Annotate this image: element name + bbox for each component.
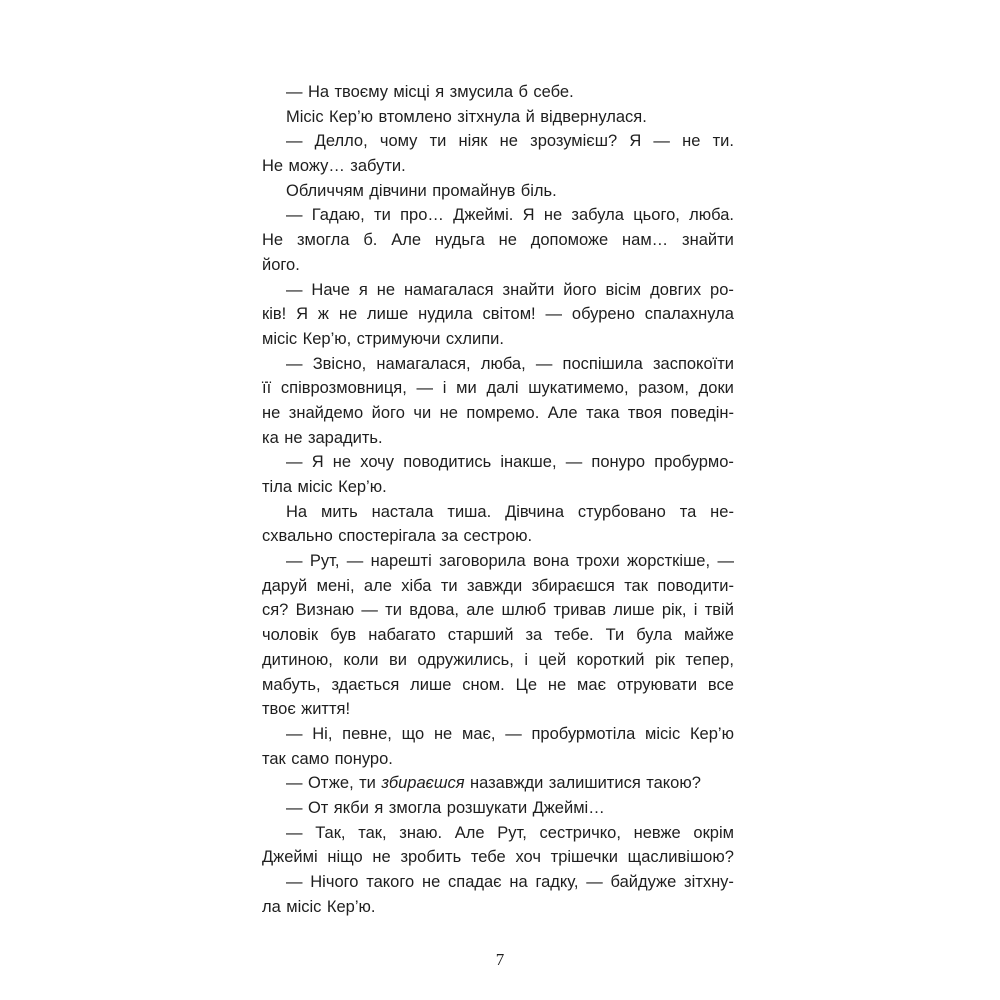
word: намагалася bbox=[403, 280, 494, 299]
word: Так, bbox=[315, 823, 346, 842]
text-line bbox=[262, 697, 734, 722]
word: така bbox=[586, 403, 620, 422]
word: не bbox=[499, 132, 518, 151]
word: Джеймі bbox=[262, 848, 318, 867]
word: світом! bbox=[482, 305, 536, 324]
word: — bbox=[545, 305, 563, 324]
word: — bbox=[286, 453, 303, 472]
word: ти bbox=[429, 132, 447, 151]
text-line bbox=[262, 327, 734, 352]
word: зітхну- bbox=[684, 873, 734, 891]
word: на bbox=[509, 873, 528, 891]
word: дівчини bbox=[369, 181, 427, 200]
word: втомлено bbox=[378, 107, 452, 126]
word: — bbox=[286, 132, 303, 151]
word: Делло, bbox=[314, 132, 368, 151]
word: хоч bbox=[515, 848, 541, 867]
word: намагалася, bbox=[376, 354, 471, 373]
word: тиша. bbox=[447, 502, 492, 521]
word: — bbox=[286, 206, 303, 225]
word: Визнаю bbox=[295, 601, 355, 620]
word: ка bbox=[262, 428, 279, 447]
word: отруювати bbox=[616, 675, 698, 694]
word: спостерігала bbox=[338, 527, 436, 546]
word: Кер’ю bbox=[689, 724, 734, 743]
word: знайдемо bbox=[288, 403, 364, 422]
word: трохи bbox=[576, 552, 620, 571]
word: люба. bbox=[689, 206, 734, 225]
word: можу… bbox=[288, 157, 345, 176]
word: обурено bbox=[571, 305, 635, 324]
word: — bbox=[505, 724, 522, 743]
word: її bbox=[262, 379, 272, 398]
word: так bbox=[262, 749, 286, 768]
word: На bbox=[286, 502, 308, 521]
word: допоможе bbox=[530, 231, 609, 250]
word: про… bbox=[400, 206, 444, 225]
word: майже bbox=[684, 626, 734, 645]
word: не bbox=[262, 403, 281, 422]
text-line bbox=[262, 352, 734, 377]
word: — bbox=[286, 280, 303, 299]
word: тривав bbox=[553, 601, 606, 620]
word: поводити- bbox=[657, 576, 734, 595]
text-line bbox=[262, 426, 734, 451]
word: Отже, bbox=[307, 774, 354, 793]
page-number: 7 bbox=[495, 950, 505, 969]
word: й bbox=[525, 107, 535, 126]
word: рік, bbox=[661, 601, 687, 620]
word: не bbox=[421, 873, 441, 891]
word: гадку, bbox=[535, 873, 579, 891]
word: — bbox=[653, 132, 670, 151]
word: його. bbox=[262, 255, 300, 274]
word: не bbox=[433, 724, 453, 743]
word: Я bbox=[311, 453, 324, 472]
word: що bbox=[401, 724, 425, 743]
text-line bbox=[262, 203, 734, 228]
word: Обличчям bbox=[286, 181, 364, 200]
word: спадає bbox=[448, 873, 502, 891]
word: ро- bbox=[710, 280, 734, 299]
word: пробурмо- bbox=[654, 453, 734, 472]
word: знайти bbox=[682, 231, 734, 250]
word: не bbox=[284, 428, 303, 447]
word: мені, bbox=[316, 576, 355, 595]
word: тебе. bbox=[554, 626, 594, 645]
word: нам… bbox=[622, 231, 669, 250]
text-line bbox=[262, 870, 734, 895]
word: тебе bbox=[470, 848, 506, 867]
word: ти. bbox=[712, 132, 734, 151]
word: має bbox=[577, 675, 606, 694]
word: місіс bbox=[645, 724, 681, 743]
word: твоя bbox=[627, 403, 663, 422]
word: — bbox=[361, 601, 378, 620]
word: — bbox=[535, 354, 553, 373]
word: Я bbox=[522, 206, 535, 225]
word: Це bbox=[515, 675, 537, 694]
word: зарадить. bbox=[307, 428, 383, 447]
word: місіс bbox=[262, 329, 298, 348]
word: — bbox=[565, 453, 583, 472]
word: не bbox=[338, 305, 358, 324]
text-line bbox=[262, 179, 734, 204]
word: не bbox=[547, 675, 567, 694]
text-line bbox=[262, 105, 734, 130]
word: вісім bbox=[605, 280, 642, 299]
word: щасливішою? bbox=[627, 848, 734, 867]
text-line bbox=[262, 771, 734, 796]
word: не- bbox=[710, 502, 734, 521]
word: але bbox=[466, 601, 495, 620]
word: невже bbox=[633, 823, 681, 842]
word: цього, bbox=[633, 206, 680, 225]
word: нудьга bbox=[434, 231, 485, 250]
text-line bbox=[262, 574, 734, 599]
word: ти bbox=[359, 774, 376, 793]
word: Кер’ю bbox=[329, 107, 374, 126]
word: — bbox=[586, 873, 603, 891]
word: — bbox=[416, 379, 434, 398]
word: його bbox=[371, 403, 405, 422]
word: От bbox=[307, 798, 329, 817]
word: разом, bbox=[638, 379, 689, 398]
word: інакше, bbox=[500, 453, 557, 472]
word: такою? bbox=[646, 774, 701, 793]
word: пробурмотіла bbox=[531, 724, 636, 743]
word: Не bbox=[262, 157, 284, 176]
word: промайнув bbox=[432, 181, 516, 200]
word: зрозумієш? bbox=[530, 132, 618, 151]
text-line bbox=[262, 154, 734, 179]
word: Але bbox=[454, 823, 485, 842]
text-line bbox=[262, 278, 734, 303]
word: розшукати bbox=[446, 798, 528, 817]
word: змусила bbox=[449, 83, 514, 101]
word: ви bbox=[388, 650, 407, 669]
word: мабуть, bbox=[262, 675, 321, 694]
word: жорсткіше, bbox=[626, 552, 711, 571]
text-line bbox=[262, 228, 734, 253]
text-line bbox=[262, 376, 734, 401]
word: — bbox=[286, 873, 303, 891]
word: стурбовано bbox=[577, 502, 666, 521]
word: Нічого bbox=[310, 873, 359, 891]
word: збираєшся bbox=[381, 774, 465, 793]
word: короткий bbox=[576, 650, 645, 669]
word: сестрою. bbox=[463, 527, 533, 546]
word: доки bbox=[698, 379, 734, 398]
word: за bbox=[441, 527, 459, 546]
word: так bbox=[624, 576, 648, 595]
text-line bbox=[262, 129, 734, 154]
text-line bbox=[262, 524, 734, 549]
word: певне, bbox=[342, 724, 392, 743]
word: одружились, bbox=[417, 650, 514, 669]
word: місіс bbox=[297, 478, 333, 496]
word: не bbox=[372, 848, 391, 867]
word: має, bbox=[461, 724, 496, 743]
word: так, bbox=[358, 823, 387, 842]
word: ж bbox=[317, 305, 329, 324]
word: хіба bbox=[401, 576, 432, 595]
word: Рут, bbox=[309, 552, 340, 571]
word: ків! bbox=[262, 305, 287, 324]
word: все bbox=[707, 675, 734, 694]
text-line bbox=[262, 648, 734, 673]
word: відвернулася. bbox=[540, 107, 647, 126]
word: життя! bbox=[301, 700, 351, 719]
word: вдова, bbox=[409, 601, 459, 620]
word: забути. bbox=[350, 157, 406, 176]
word: я bbox=[358, 280, 368, 299]
word: сестричко, bbox=[539, 823, 621, 842]
word: чи bbox=[413, 403, 432, 422]
text-line bbox=[262, 549, 734, 574]
word: шлюб bbox=[501, 601, 547, 620]
word: ти bbox=[440, 576, 458, 595]
text-line bbox=[262, 401, 734, 426]
word: ся? bbox=[262, 601, 289, 620]
word: лише bbox=[613, 601, 655, 620]
word: Ні, bbox=[312, 724, 333, 743]
word: такого bbox=[366, 873, 415, 891]
word: знаю. bbox=[399, 823, 443, 842]
word: його bbox=[563, 280, 597, 299]
word: понуро. bbox=[334, 749, 393, 768]
word: — bbox=[286, 724, 303, 743]
word: Місіс bbox=[286, 107, 324, 126]
word: спалахнула bbox=[644, 305, 734, 324]
word: я bbox=[435, 83, 445, 101]
word: мить bbox=[320, 502, 358, 521]
word: рік bbox=[654, 650, 676, 669]
word: — bbox=[286, 823, 303, 842]
word: біль. bbox=[520, 181, 557, 200]
word: лише bbox=[410, 675, 452, 694]
word: — bbox=[286, 354, 303, 373]
word: Звісно, bbox=[312, 354, 367, 373]
word: ти bbox=[374, 206, 391, 225]
word: зітхнула bbox=[457, 107, 521, 126]
word: забула bbox=[571, 206, 624, 225]
word: Але bbox=[547, 403, 578, 422]
word: поспішила bbox=[562, 354, 643, 373]
word: завжди bbox=[466, 576, 523, 595]
text-line bbox=[262, 623, 734, 648]
word: трішечки bbox=[550, 848, 618, 867]
word: ти bbox=[385, 601, 402, 620]
word: твій bbox=[704, 601, 734, 620]
word: люба, bbox=[480, 354, 526, 373]
word: здається bbox=[331, 675, 400, 694]
word: і bbox=[693, 601, 698, 620]
word: Кер’ю. bbox=[338, 478, 387, 496]
word: співрозмовниця, bbox=[280, 379, 407, 398]
text-line bbox=[262, 253, 734, 278]
text-line bbox=[262, 673, 734, 698]
word: даруй bbox=[262, 576, 308, 595]
text-line bbox=[262, 598, 734, 623]
word: але bbox=[363, 576, 392, 595]
text-line bbox=[262, 821, 734, 846]
word: і bbox=[442, 379, 447, 398]
word: змогла bbox=[296, 231, 350, 250]
word: Наче bbox=[311, 280, 350, 299]
word: Не bbox=[262, 231, 284, 250]
word: стримуючи bbox=[356, 329, 441, 348]
text-line bbox=[262, 796, 734, 821]
word: та bbox=[679, 502, 697, 521]
word: залишитися bbox=[548, 774, 641, 793]
word: якби bbox=[333, 798, 369, 817]
word: коли bbox=[343, 650, 379, 669]
word: — bbox=[286, 552, 303, 571]
text-line bbox=[262, 80, 734, 105]
text-line bbox=[262, 747, 734, 772]
word: далі bbox=[486, 379, 519, 398]
word: — bbox=[346, 552, 364, 571]
word: помремо. bbox=[466, 403, 540, 422]
word: — bbox=[286, 798, 303, 817]
word: сном. bbox=[462, 675, 505, 694]
word: Кер’ю, bbox=[302, 329, 352, 348]
word: нарешті bbox=[370, 552, 432, 571]
word: була bbox=[636, 626, 672, 645]
word: нудила bbox=[418, 305, 473, 324]
word: змогла bbox=[388, 798, 442, 817]
text-line bbox=[262, 895, 734, 920]
word: ніяк bbox=[458, 132, 488, 151]
word: — bbox=[717, 552, 734, 571]
word: не bbox=[332, 453, 352, 472]
word: заспокоїти bbox=[652, 354, 734, 373]
word: На bbox=[307, 83, 330, 101]
word: знайти bbox=[502, 280, 555, 299]
word: вона bbox=[533, 552, 570, 571]
text-line bbox=[262, 475, 734, 500]
word: Але bbox=[391, 231, 422, 250]
word: твоє bbox=[262, 700, 296, 719]
word: ніщо bbox=[327, 848, 363, 867]
word: — bbox=[286, 774, 303, 793]
word: тіла bbox=[262, 478, 293, 496]
word: не bbox=[376, 280, 396, 299]
word: місці bbox=[393, 83, 430, 101]
word: не bbox=[682, 132, 701, 151]
word: Кер’ю. bbox=[326, 897, 376, 916]
word: ми bbox=[456, 379, 477, 398]
word: і bbox=[524, 650, 528, 669]
word: окрім bbox=[693, 823, 734, 842]
word: не bbox=[543, 206, 563, 225]
word: старший bbox=[447, 626, 514, 645]
word: поводитись bbox=[403, 453, 492, 472]
word: лише bbox=[367, 305, 409, 324]
word: я bbox=[374, 798, 384, 817]
text-line bbox=[262, 500, 734, 525]
word: довгих bbox=[650, 280, 702, 299]
word: хочу bbox=[360, 453, 395, 472]
word: — bbox=[286, 83, 303, 101]
word: себе. bbox=[533, 83, 574, 101]
word: само bbox=[291, 749, 330, 768]
word: понуро bbox=[591, 453, 646, 472]
word: назавжди bbox=[470, 774, 544, 793]
word: збираєшся bbox=[531, 576, 615, 595]
text-line bbox=[262, 722, 734, 747]
word: Ти bbox=[605, 626, 625, 645]
word: набагато bbox=[368, 626, 436, 645]
word: заговорила bbox=[439, 552, 526, 571]
word: не bbox=[439, 403, 458, 422]
word: Джеймі. bbox=[453, 206, 514, 225]
word: б bbox=[518, 83, 528, 101]
word: був bbox=[330, 626, 357, 645]
word: Я bbox=[629, 132, 642, 151]
word: дитиною, bbox=[262, 650, 333, 669]
text-line bbox=[262, 450, 734, 475]
word: чому bbox=[379, 132, 418, 151]
word: Дівчина bbox=[505, 502, 565, 521]
word: місіс bbox=[286, 897, 322, 916]
word: настала bbox=[371, 502, 434, 521]
word: поведін- bbox=[670, 403, 734, 422]
word: твоєму bbox=[334, 83, 388, 101]
word: за bbox=[525, 626, 543, 645]
word: тепер, bbox=[685, 650, 734, 669]
word: шукатимемо, bbox=[528, 379, 629, 398]
text-line bbox=[262, 302, 734, 327]
word: б. bbox=[363, 231, 378, 250]
word: Рут, bbox=[497, 823, 527, 842]
word: схлипи. bbox=[445, 329, 504, 348]
word: Джеймі… bbox=[532, 798, 605, 817]
word: не bbox=[498, 231, 517, 250]
word: Я bbox=[296, 305, 309, 324]
word: чоловік bbox=[262, 626, 319, 645]
word: цей bbox=[538, 650, 567, 669]
word: зробить bbox=[400, 848, 462, 867]
text-line bbox=[262, 845, 734, 870]
word: Гадаю, bbox=[311, 206, 365, 225]
word: ла bbox=[262, 897, 281, 916]
word: байдуже bbox=[610, 873, 677, 891]
word: схвально bbox=[262, 527, 333, 546]
body-text bbox=[262, 80, 734, 919]
